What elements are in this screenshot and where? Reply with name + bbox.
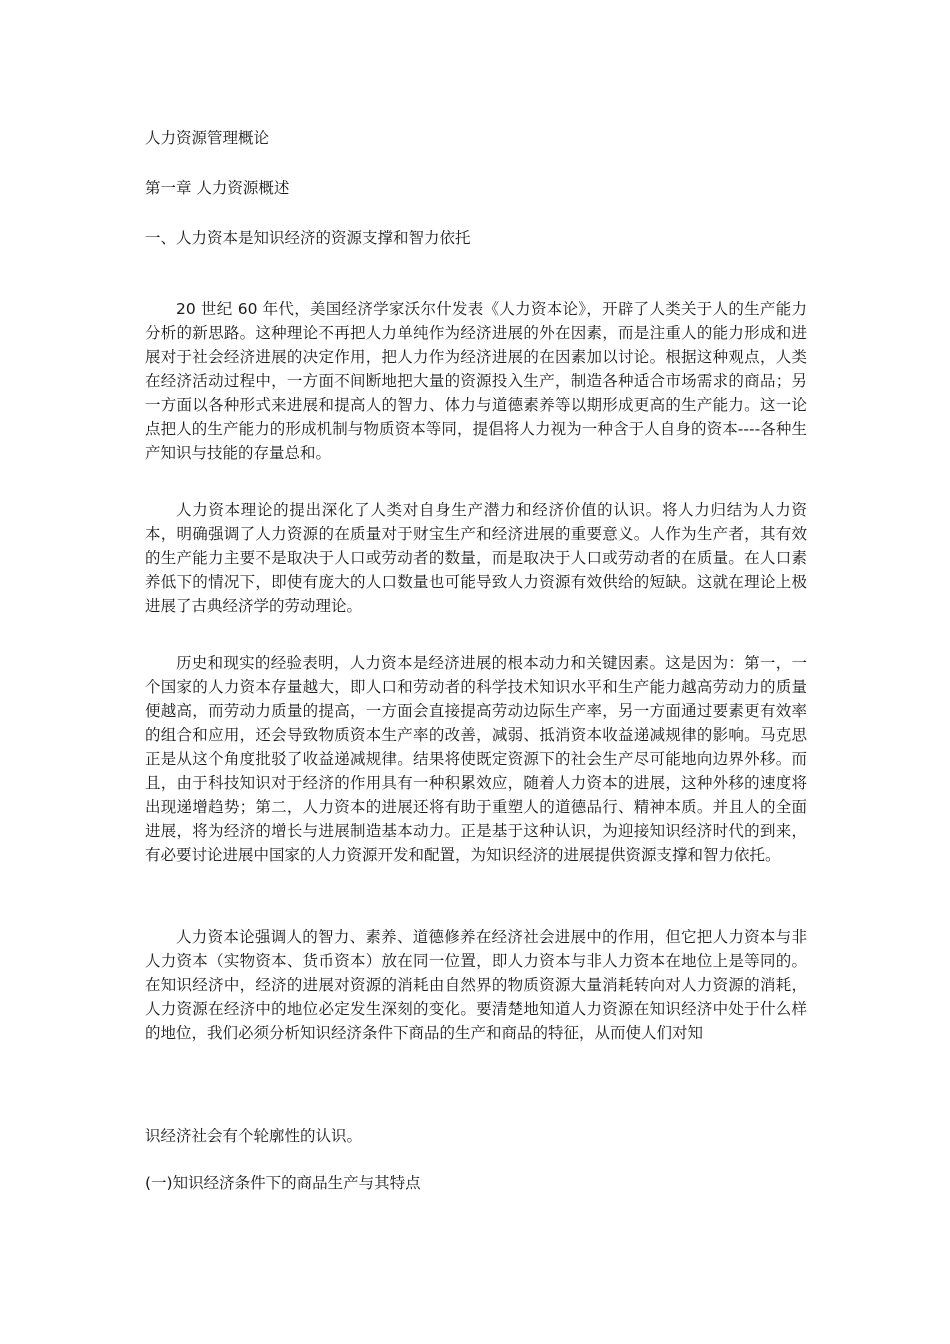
- paragraph-2: 人力资本理论的提出深化了人类对自身生产潜力和经济价值的认识。将人力归结为人力资本，明确强调了人力资源的在质量对于财宝生产和经济进展的重要意义。人作为生产者，其有效的生产能力主要不是取决于人口或劳动者的数量，而是取决于人口或劳动者的在质量。在人口素养低下的情况下，即使有庞大的人口数量也可能导致人力资源有效供给的短缺。这就在理论上极进展了古典经济学的劳动理论。: [145, 501, 807, 615]
- document-title: 人力资源管理概论: [145, 129, 270, 147]
- paragraph-1: 20 世纪 60 年代，美国经济学家沃尔什发表《人力资本论》，开辟了人类关于人的生产能力分析的新思路。这种理论不再把人力单纯作为经济进展的外在因素，而是注重人的能力形成和进展对于社会经济进展的决定作用，把人力作为经济进展的在因素加以讨论。根据这种观点，人类在经济活动过程中，一方面不间断地把大量的资源投入生产，制造各种适合市场需求的商品；另一方面以各种形式来进展和提高人的智力、体力与道德素养等以期形成更高的生产能力。这一论点把人的生产能力的形成机制与物质资本等同，提倡将人力视为一种含于人自身的资本----各种生产知识与技能的存量总和。: [145, 300, 807, 462]
- chapter-heading: 第一章 人力资源概述: [145, 179, 290, 197]
- paragraph-continuation: 识经济社会有个轮廓性的认识。: [145, 1127, 363, 1145]
- paragraph-3: 历史和现实的经验表明，人力资本是经济进展的根本动力和关键因素。这是因为：第一，一个国家的人力资本存量越大，即人口和劳动者的科学技术知识水平和生产能力越高劳动力的质量便越高，而劳动力质量的提高，一方面会直接提高劳动边际生产率，另一方面通过要素更有效率的组合和应用，还会导致物质资本生产率的改善，减弱、抵消资本收益递减规律的影响。马克思正是从这个角度批驳了收益递减规律。结果将使既定资源下的社会生产尽可能地向边界外移。而且，由于科技知识对于经济的作用具有一种积累效应，随着人力资本的进展，这种外移的速度将出现递增趋势；第二，人力资本的进展还将有助于重塑人的道德品行、精神本质。并且人的全面进展，将为经济的增长与进展制造基本动力。正是基于这种认识，为迎接知识经济时代的到来，有必要讨论进展中国家的人力资源开发和配置，为知识经济的进展提供资源支撑和智力依托。: [145, 654, 807, 864]
- subsection-heading: (一)知识经济条件下的商品生产与其特点: [145, 1174, 421, 1192]
- section-heading: 一、人力资本是知识经济的资源支撑和智力依托: [145, 229, 471, 247]
- paragraph-4: 人力资本论强调人的智力、素养、道德修养在经济社会进展中的作用，但它把人力资本与非人力资本（实物资本、货币资本）放在同一位置，即人力资本与非人力资本在地位上是等同的。在知识经济中，经济的进展对资源的消耗由自然界的物质资源大量消耗转向对人力资源的消耗，人力资源在经济中的地位必定发生深刻的变化。要清楚地知道人力资源在知识经济中处于什么样的地位，我们必须分析知识经济条件下商品的生产和商品的特征，从而使人们对知: [145, 928, 807, 1042]
